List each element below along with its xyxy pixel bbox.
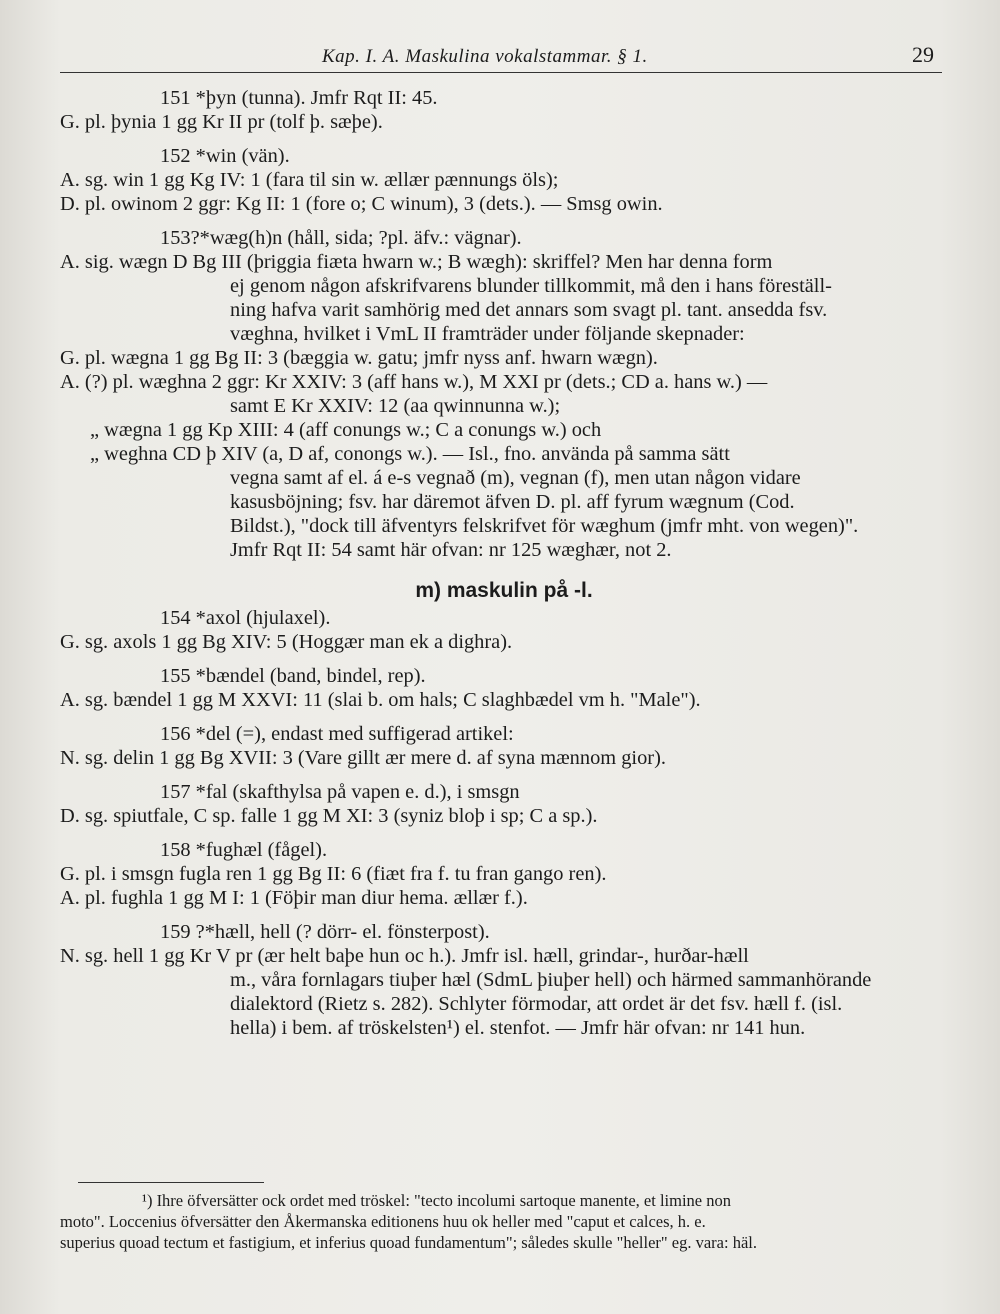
entry-159-line: m., våra fornlagars tiuþer hæl (SdmL þiuþer hell) och härmed sammanhörande: [230, 969, 872, 991]
entry-152-headword: 152 *win (vän).: [160, 145, 290, 167]
entry-153-line: G. pl. wægna 1 gg Bg II: 3 (bæggia w. gatu; jmfr nyss anf. hwarn wægn).: [60, 347, 658, 369]
entry-151-headword: 151 *þyn (tunna). Jmfr Rqt II: 45.: [160, 87, 438, 109]
entry-153-line: Jmfr Rqt II: 54 samt här ofvan: nr 125 wæghær, not 2.: [230, 539, 672, 561]
entry-155-line: A. sg. bændel 1 gg M XXVI: 11 (slai b. om hals; C slaghbædel vm h. "Male").: [60, 689, 701, 711]
chapter-title: Kap. I. A. Maskulina vokalstammar. § 1.: [322, 46, 648, 67]
entry-153-line: ning hafva varit samhörig med det annars som svagt pl. tant. ansedda fsv.: [230, 299, 828, 321]
entry-152-line: D. pl. owinom 2 ggr: Kg II: 1 (fore o; C winum), 3 (dets.). — Smsg owin.: [60, 193, 663, 215]
footnote: [60, 1190, 948, 1253]
entry-152-line: A. sg. win 1 gg Kg IV: 1 (fara til sin w. ællær pænnungs öls);: [60, 169, 559, 191]
footnote-rule: [78, 1182, 264, 1183]
entry-153-line: A. sig. wægn D Bg III (þriggia fiæta hwarn w.; B wægh): skriffel? Men har denna form: [60, 251, 773, 273]
entry-157-headword: 157 *fal (skafthylsa på vapen e. d.), i smsgn: [160, 781, 520, 803]
footnote-line: superius quoad tectum et fastigium, et inferius quoad fundamentum"; således skulle "heller" eg. vara: häl.: [60, 1233, 757, 1252]
entry-153-line: væghna, hvilket i VmL II framträder under följande skepnader:: [230, 323, 745, 345]
entry-159-headword: 159 ?*hæll, hell (? dörr- el. fönsterpost).: [160, 921, 490, 943]
entry-158-line: G. pl. i smsgn fugla ren 1 gg Bg II: 6 (fiæt fra f. tu fran gango ren).: [60, 863, 607, 885]
entry-159-line: N. sg. hell 1 gg Kr V pr (ær helt baþe hun oc h.). Jmfr isl. hæll, grindar-, hurðar-hæll: [60, 945, 749, 967]
entry-155-headword: 155 *bændel (band, bindel, rep).: [160, 665, 426, 687]
entry-151-line: G. pl. þynia 1 gg Kr II pr (tolf þ. sæþe).: [60, 111, 383, 133]
entry-158-headword: 158 *fughæl (fågel).: [160, 839, 328, 861]
footnote-line: moto". Loccenius öfversätter den Åkermanska editionens huu ok heller med "caput et calces, h. e.: [60, 1212, 706, 1231]
running-header: [60, 42, 942, 73]
page-number: 29: [912, 42, 934, 67]
entry-153-line: A. (?) pl. wæghna 2 ggr: Kr XXIV: 3 (aff hans w.), M XXI pr (dets.; CD a. hans w.) —: [60, 371, 768, 393]
entry-159-line: hella) i bem. af tröskelsten¹) el. stenfot. — Jmfr här ofvan: nr 141 hun.: [230, 1017, 806, 1039]
main-text: [60, 86, 948, 1040]
entry-154-headword: 154 *axol (hjulaxel).: [160, 607, 331, 629]
entry-157-line: D. sg. spiutfale, C sp. falle 1 gg M XI: 3 (syniz bloþ i sp; C a sp.).: [60, 805, 598, 827]
entry-159-line: dialektord (Rietz s. 282). Schlyter förmodar, att ordet är det fsv. hæll f. (isl.: [230, 993, 843, 1015]
entry-153-line: „ wægna 1 gg Kp XIII: 4 (aff conungs w.; C a conungs w.) och: [90, 419, 602, 441]
entry-156-headword: 156 *del (=), endast med suffigerad artikel:: [160, 723, 514, 745]
footnote-line: ¹) Ihre öfversätter ock ordet med tröskel: "tecto incolumi sartoque manente, et limine non: [142, 1191, 731, 1210]
entry-153-line: Bildst.), "dock till äfventyrs felskrifvet för wæghum (jmfr mht. von wegen)".: [230, 515, 859, 537]
entry-156-line: N. sg. delin 1 gg Bg XVII: 3 (Vare gillt ær mere d. af syna mænnom gior).: [60, 747, 666, 769]
section-heading: [60, 578, 948, 606]
entry-158-line: A. pl. fughla 1 gg M I: 1 (Föþir man diur hema. ællær f.).: [60, 887, 528, 909]
entry-153-headword: 153?*wæg(h)n (håll, sida; ?pl. äfv.: vägnar).: [160, 227, 522, 249]
entry-153-line: kasusböjning; fsv. har däremot äfven D. pl. aff fyrum wægnum (Cod.: [230, 491, 795, 513]
section-heading-text: m) maskulin på -l.: [415, 579, 593, 602]
entry-154-line: G. sg. axols 1 gg Bg XIV: 5 (Hoggær man ek a dighra).: [60, 631, 513, 653]
entry-153-line: vegna samt af el. á e-s vegnað (m), vegnan (f), men utan någon vidare: [230, 467, 801, 489]
entry-153-line: samt E Kr XXIV: 12 (aa qwinnunna w.);: [230, 395, 561, 417]
entry-153-line: ej genom någon afskrifvarens blunder tillkommit, må den i hans föreställ-: [230, 275, 832, 297]
entry-153-line: „ weghna CD þ XIV (a, D af, conongs w.). — Isl., fno. använda på samma sätt: [90, 443, 730, 465]
